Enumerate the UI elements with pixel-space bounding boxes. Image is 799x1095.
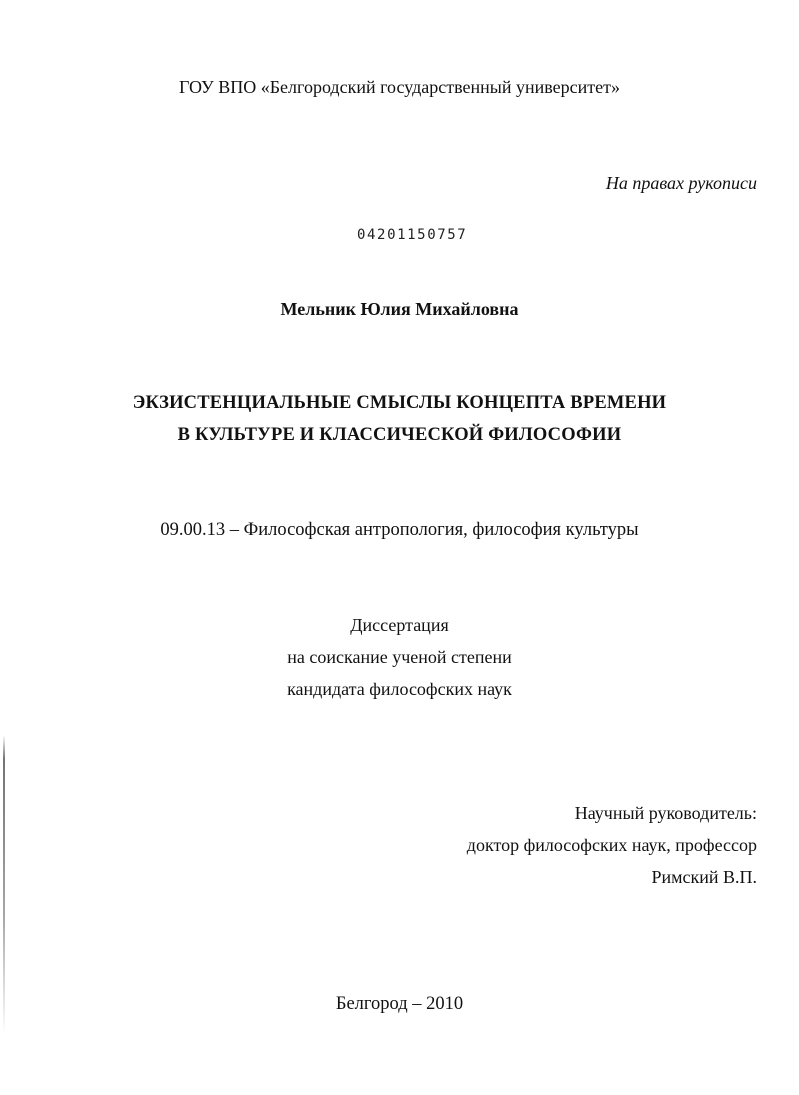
title-line-2: В КУЛЬТУРЕ И КЛАССИЧЕСКОЙ ФИЛОСОФИИ <box>177 425 622 445</box>
author-name: Мельник Юлия Михайловна <box>280 299 519 319</box>
supervisor-name: Римский В.П. <box>651 867 757 887</box>
degree-line-3: кандидата философских наук <box>287 679 512 699</box>
scan-edge-mark <box>3 735 5 1035</box>
registration-number: 04201150757 <box>357 227 468 243</box>
degree-line-2: на соискание ученой степени <box>287 647 512 667</box>
supervisor-label: Научный руководитель: <box>574 803 757 823</box>
title-line-1: ЭКЗИСТЕНЦИАЛЬНЫЕ СМЫСЛЫ КОНЦЕПТА ВРЕМЕНИ <box>132 393 667 413</box>
city-year: Белгород – 2010 <box>335 994 464 1014</box>
specialty: 09.00.13 – Философская антропология, философия культуры <box>160 520 639 540</box>
degree-line-1: Диссертация <box>350 615 449 635</box>
manuscript-note: На правах рукописи <box>605 173 757 193</box>
supervisor-credentials: доктор философских наук, профессор <box>466 835 757 855</box>
institution-name: ГОУ ВПО «Белгородский государственный университет» <box>179 77 620 97</box>
